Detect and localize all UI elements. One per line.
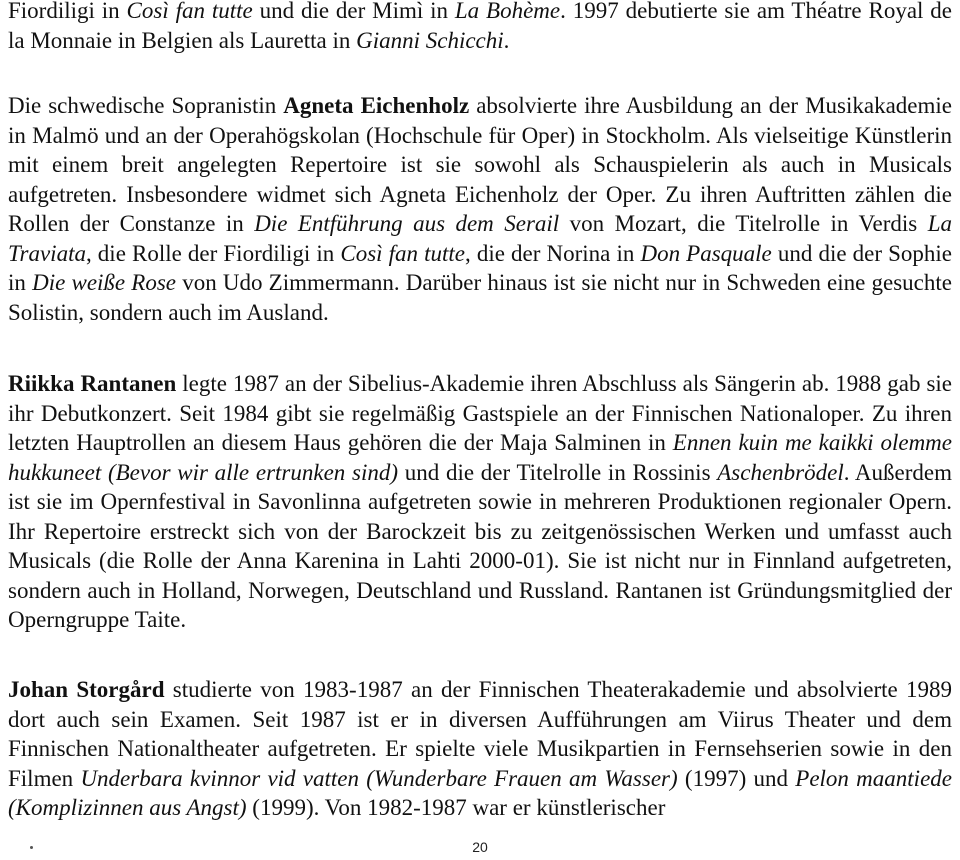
italic-title: Ennen kuin me kaikki olemme hukkuneet (Bevor wir alle ertrunken sind)	[8, 430, 952, 485]
text-run: und die der Sophie in	[8, 240, 953, 295]
text-run: von Udo Zimmermann. Darüber hinaus ist sie nicht nur in Schweden eine gesuchte Solistin, sondern auch im Ausland.	[8, 270, 952, 325]
paragraph-agneta-eichenholz	[8, 91, 952, 327]
italic-title: Die Entführung aus dem Serail	[254, 211, 560, 236]
text-run: , die der Norina in	[465, 240, 641, 266]
italic-title: Così fan tutte	[126, 0, 253, 23]
paragraph-johan-storgard	[8, 675, 952, 823]
text-run: Fiordiligi in	[8, 0, 127, 23]
text-run: , die Rolle der Fiordiligi in	[85, 240, 341, 266]
bold-name: Johan Storgård	[8, 677, 165, 702]
text-run: (1999). Von 1982-1987 war er künstlerischer	[246, 795, 666, 820]
italic-title: Gianni Schicchi	[356, 27, 504, 53]
text-run: studierte von 1983-1987 an der Finnischen Theaterakademie und absolvierte 1989 dort auch sein Examen. Seit 1987 ist er in diversen Aufführungen am Viirus Theater und dem Finnischen Nationaltheater aufgetreten. Er spielte viele Musikpartien in Fernsehserien sowie in den Filmen	[8, 677, 953, 791]
italic-title: La Bohème	[454, 0, 561, 23]
text-run: . Außerdem ist sie im Opernfestival in Savonlinna aufgetreten sowie in mehreren Produktionen regionaler Opern. Ihr Repertoire erstreckt sich von der Barockzeit bis zu zeitgenössischen Werken und umfasst auch Musicals (die Rolle der Anna Karenina in Lahti 2000-01). Sie ist nicht nur in Finnland aufgetreten, sondern auch in Holland, Norwegen, Deutschland und Russland. Rantanen ist Gründungsmitglied der Operngruppe Taite.	[8, 459, 952, 632]
italic-title: Die weiße Rose	[32, 270, 177, 295]
text-run: (1997) und	[677, 765, 796, 791]
text-run: . 1997 debutierte sie am Théatre Royal de la Monnaie in Belgien als Lauretta in	[8, 0, 952, 53]
text-run: und die der Mimì in	[252, 0, 455, 23]
italic-title: Don Pasquale	[640, 240, 772, 266]
text-run: absolvierte ihre Ausbildung an der Musikakademie in Malmö und an der Operahögskolan (Hochschule für Oper) in Stockholm. Als vielseitige Künstlerin mit einem breit angelegten Repertoire ist sie sowohl als Schauspielerin als auch in Musicals aufgetreten. Insbesondere widmet sich Agneta Eichenholz der Oper. Zu ihren Auftritten zählen die Rollen der Constanze in	[8, 93, 952, 236]
italic-title: Così fan tutte	[340, 240, 466, 266]
italic-title: Aschenbrödel	[717, 459, 844, 485]
text-run: von Mozart, die Titelrolle in Verdis	[559, 211, 928, 236]
paragraph-riikka-rantanen	[8, 369, 952, 635]
italic-title: La Traviata	[8, 211, 952, 266]
bold-name: Agneta Eichenholz	[283, 93, 470, 118]
page-number: 20	[472, 839, 488, 855]
text-run: und die der Titelrolle in Rossinis	[398, 459, 718, 485]
bold-name: Riikka Rantanen	[8, 371, 177, 396]
text-run: Die schwedische Sopranistin	[8, 93, 284, 118]
text-run: legte 1987 an der Sibelius-Akademie ihren Abschluss als Sängerin ab. 1988 gab sie ihr Debutkonzert. Seit 1984 gibt sie regelmäßig Gastspiele an der Finnischen Nationaloper. Zu ihren letzten Hauptrollen an diesem Haus gehören die der Maja Salminen in	[8, 371, 952, 455]
paragraph-fiordiligi-continued	[8, 0, 952, 55]
italic-title: Underbara kvinnor vid vatten (Wunderbare Frauen am Wasser)	[80, 765, 678, 791]
text-run: .	[503, 27, 510, 53]
italic-title: Pelon maantiede (Komplizinnen aus Angst)	[8, 765, 952, 820]
